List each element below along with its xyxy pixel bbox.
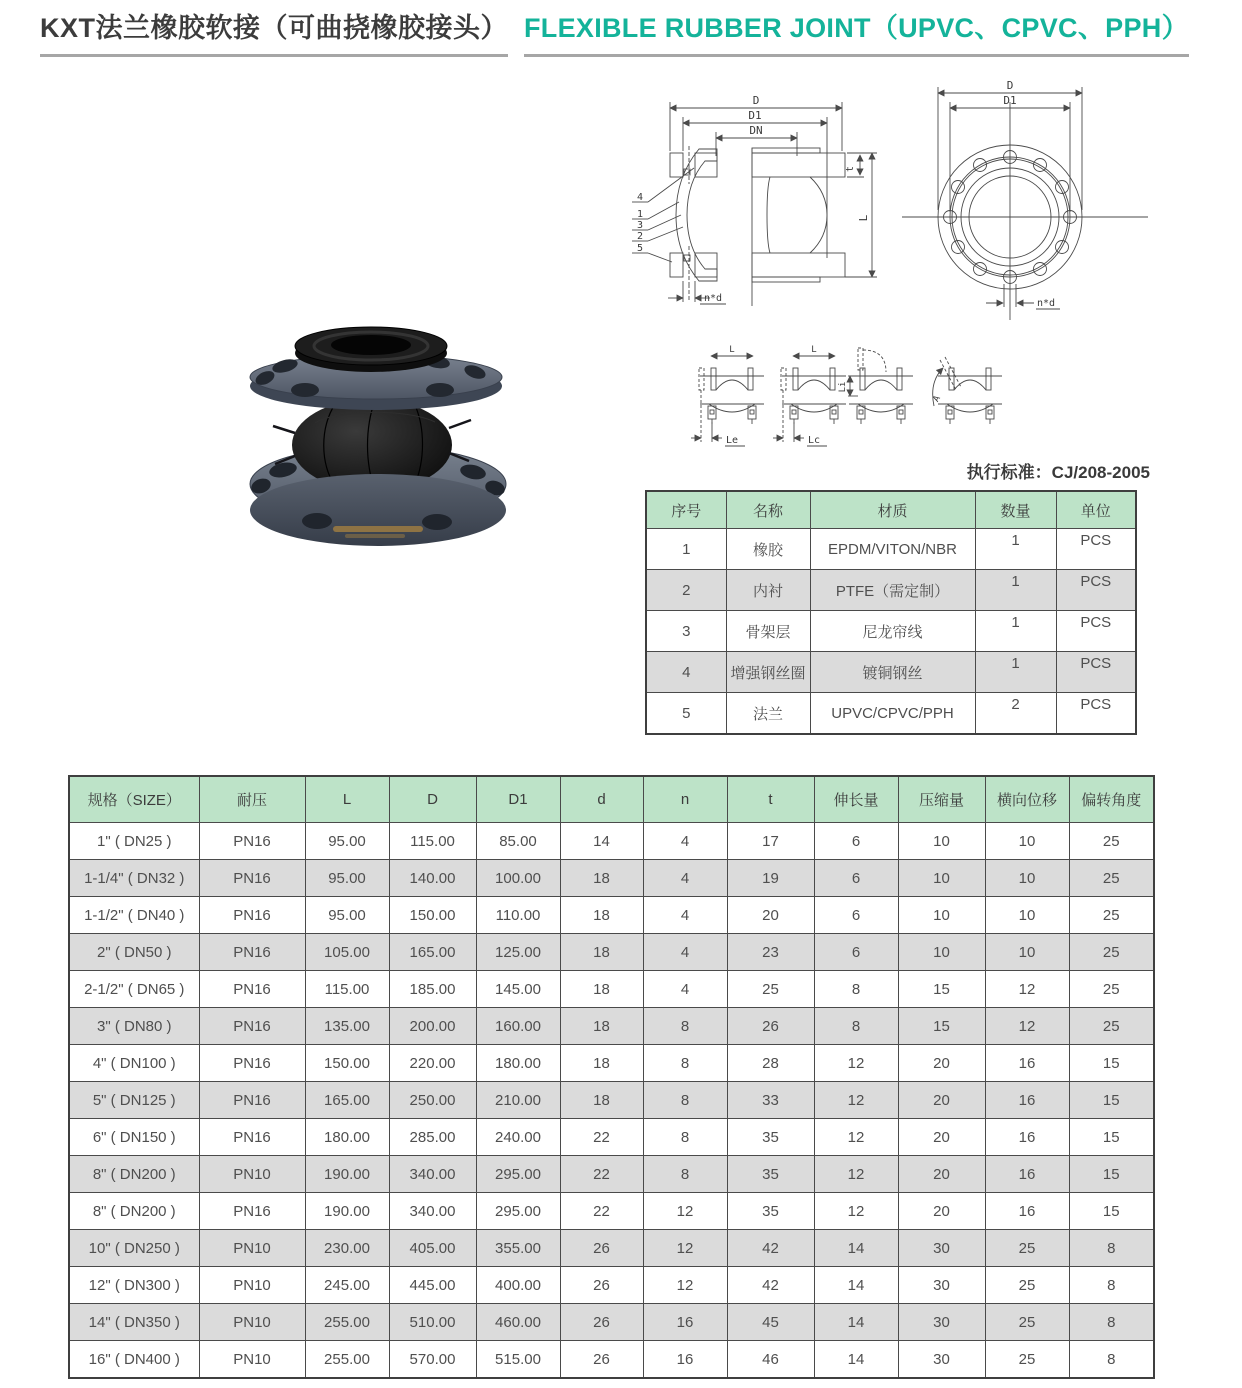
table-row <box>646 652 1136 693</box>
part-callout-1: 1 <box>636 209 644 220</box>
table-cell: 25 <box>985 1230 1069 1267</box>
table-cell: 18 <box>560 934 643 971</box>
table-cell: 8 <box>1069 1341 1154 1379</box>
table-cell: 2" ( DN50 ) <box>69 934 199 971</box>
table-cell: 1" ( DN25 ) <box>69 823 199 860</box>
table-row <box>69 897 1154 934</box>
table-cell: PCS <box>1056 611 1136 652</box>
table-cell: 12 <box>985 1008 1069 1045</box>
table-cell: 10 <box>898 897 985 934</box>
table-cell: 2-1/2" ( DN65 ) <box>69 971 199 1008</box>
table-cell: 35 <box>727 1119 814 1156</box>
table-row <box>69 1082 1154 1119</box>
table-cell: 18 <box>560 860 643 897</box>
table-cell: 1 <box>975 529 1056 570</box>
table-cell: 20 <box>898 1119 985 1156</box>
table-cell: 3" ( DN80 ) <box>69 1008 199 1045</box>
table-cell: 25 <box>1069 934 1154 971</box>
dim-label-l: L <box>811 345 817 355</box>
part-callout-3: 3 <box>636 220 644 231</box>
table-row <box>69 1008 1154 1045</box>
table-cell: PN16 <box>199 860 305 897</box>
table-cell: 15 <box>1069 1119 1154 1156</box>
table-cell: 250.00 <box>389 1082 476 1119</box>
table-cell: 15 <box>1069 1193 1154 1230</box>
table-cell: 16 <box>643 1341 727 1379</box>
table-cell: 4 <box>643 934 727 971</box>
table-cell: 26 <box>560 1304 643 1341</box>
dim-label-le: Le <box>726 435 739 446</box>
table-cell: 12 <box>814 1193 898 1230</box>
table-cell: 12 <box>814 1119 898 1156</box>
table-row <box>646 693 1136 735</box>
table-cell: PN16 <box>199 934 305 971</box>
parts-table-header <box>646 491 1136 529</box>
table-row <box>69 860 1154 897</box>
table-cell: 14 <box>814 1267 898 1304</box>
table-cell: 12 <box>985 971 1069 1008</box>
table-cell: 25 <box>1069 897 1154 934</box>
table-cell: PN16 <box>199 1045 305 1082</box>
table-cell: 内衬 <box>726 570 810 611</box>
table-cell: 160.00 <box>476 1008 560 1045</box>
table-cell: 26 <box>560 1230 643 1267</box>
table-cell: 135.00 <box>305 1008 389 1045</box>
column-header: d <box>560 776 643 823</box>
table-cell: 12 <box>814 1156 898 1193</box>
table-cell: 25 <box>1069 823 1154 860</box>
table-cell: 25 <box>1069 1008 1154 1045</box>
table-cell: 35 <box>727 1193 814 1230</box>
table-cell: 18 <box>560 971 643 1008</box>
table-cell: 16 <box>985 1082 1069 1119</box>
column-header: 序号 <box>646 491 726 529</box>
table-cell: 8 <box>643 1045 727 1082</box>
spec-table-body <box>69 823 1154 1379</box>
table-cell: 4 <box>646 652 726 693</box>
page-title-english: FLEXIBLE RUBBER JOINT（UPVC、CPVC、PPH） <box>524 6 1189 57</box>
table-cell: 23 <box>727 934 814 971</box>
table-cell: 18 <box>560 1008 643 1045</box>
column-header: D <box>389 776 476 823</box>
column-header: 压缩量 <box>898 776 985 823</box>
table-cell: 18 <box>560 897 643 934</box>
table-cell: 6 <box>814 823 898 860</box>
table-cell: PN10 <box>199 1304 305 1341</box>
table-cell: 26 <box>560 1267 643 1304</box>
table-cell: 25 <box>985 1341 1069 1379</box>
movement-diagrams <box>690 330 1030 460</box>
dim-label-d: D <box>752 94 760 107</box>
table-cell: 15 <box>1069 1082 1154 1119</box>
table-cell: 45 <box>727 1304 814 1341</box>
table-cell: 8 <box>643 1119 727 1156</box>
table-cell: 165.00 <box>389 934 476 971</box>
dim-label-li: Li <box>838 381 848 393</box>
table-cell: 30 <box>898 1304 985 1341</box>
table-row <box>69 971 1154 1008</box>
table-cell: 5 <box>646 693 726 735</box>
table-cell: 95.00 <box>305 897 389 934</box>
table-cell: 285.00 <box>389 1119 476 1156</box>
dim-label-l: L <box>857 214 870 222</box>
table-cell: 15 <box>898 1008 985 1045</box>
table-cell: 8 <box>643 1082 727 1119</box>
table-cell: 18 <box>560 1082 643 1119</box>
table-cell: 12 <box>814 1045 898 1082</box>
table-cell: 10 <box>985 823 1069 860</box>
table-cell: UPVC/CPVC/PPH <box>810 693 975 735</box>
table-row <box>69 934 1154 971</box>
table-cell: 20 <box>898 1156 985 1193</box>
table-cell: 245.00 <box>305 1267 389 1304</box>
table-cell: 22 <box>560 1193 643 1230</box>
table-cell: 12 <box>643 1193 727 1230</box>
table-cell: 4 <box>643 897 727 934</box>
table-cell: 18 <box>560 1045 643 1082</box>
table-cell: 10" ( DN250 ) <box>69 1230 199 1267</box>
table-cell: 12 <box>643 1267 727 1304</box>
table-cell: 445.00 <box>389 1267 476 1304</box>
table-row <box>69 1341 1154 1379</box>
table-cell: PN16 <box>199 897 305 934</box>
table-cell: 20 <box>898 1045 985 1082</box>
part-callout-2: 2 <box>636 231 644 242</box>
table-cell: 125.00 <box>476 934 560 971</box>
table-cell: 6 <box>814 934 898 971</box>
table-cell: 10 <box>985 860 1069 897</box>
table-cell: PN10 <box>199 1156 305 1193</box>
table-cell: PN16 <box>199 1193 305 1230</box>
table-cell: 16 <box>985 1045 1069 1082</box>
table-cell: 255.00 <box>305 1304 389 1341</box>
table-cell: 10 <box>898 823 985 860</box>
table-cell: 8 <box>1069 1304 1154 1341</box>
table-cell: 14 <box>814 1341 898 1379</box>
table-cell: 22 <box>560 1119 643 1156</box>
table-cell: EPDM/VITON/NBR <box>810 529 975 570</box>
table-cell: 橡胶 <box>726 529 810 570</box>
table-cell: 16 <box>985 1156 1069 1193</box>
table-cell: 570.00 <box>389 1341 476 1379</box>
table-cell: 8 <box>1069 1267 1154 1304</box>
header-row <box>646 491 1136 529</box>
table-cell: 15 <box>1069 1045 1154 1082</box>
table-cell: 30 <box>898 1267 985 1304</box>
table-cell: 100.00 <box>476 860 560 897</box>
table-cell: 12 <box>814 1082 898 1119</box>
table-cell: PN16 <box>199 971 305 1008</box>
table-cell: PN16 <box>199 1119 305 1156</box>
table-cell: 210.00 <box>476 1082 560 1119</box>
table-cell: 515.00 <box>476 1341 560 1379</box>
table-cell: 1-1/4" ( DN32 ) <box>69 860 199 897</box>
table-cell: PN10 <box>199 1230 305 1267</box>
column-header: t <box>727 776 814 823</box>
table-cell: 115.00 <box>305 971 389 1008</box>
column-header: 偏转角度 <box>1069 776 1154 823</box>
column-header: 名称 <box>726 491 810 529</box>
table-cell: 19 <box>727 860 814 897</box>
table-cell: PCS <box>1056 570 1136 611</box>
spec-table-header <box>69 776 1154 823</box>
table-cell: 6 <box>814 897 898 934</box>
table-row <box>646 570 1136 611</box>
table-cell: 46 <box>727 1341 814 1379</box>
table-cell: 10 <box>985 934 1069 971</box>
column-header: 规格（SIZE） <box>69 776 199 823</box>
dim-label-d1: D1 <box>748 109 762 122</box>
table-cell: 增强钢丝圈 <box>726 652 810 693</box>
table-cell: 105.00 <box>305 934 389 971</box>
table-cell: 8 <box>643 1156 727 1193</box>
table-row <box>69 1156 1154 1193</box>
table-cell: 3 <box>646 611 726 652</box>
table-cell: 6 <box>814 860 898 897</box>
table-cell: 1 <box>975 611 1056 652</box>
table-cell: 180.00 <box>476 1045 560 1082</box>
table-cell: 12 <box>643 1230 727 1267</box>
table-cell: 85.00 <box>476 823 560 860</box>
table-cell: 15 <box>898 971 985 1008</box>
spec-table <box>68 775 1155 1379</box>
table-cell: 12" ( DN300 ) <box>69 1267 199 1304</box>
table-cell: 15 <box>1069 1156 1154 1193</box>
table-cell: 295.00 <box>476 1193 560 1230</box>
table-row <box>69 1119 1154 1156</box>
column-header: L <box>305 776 389 823</box>
table-cell: 355.00 <box>476 1230 560 1267</box>
table-cell: 25 <box>985 1304 1069 1341</box>
table-cell: 35 <box>727 1156 814 1193</box>
table-cell: 2 <box>646 570 726 611</box>
column-header: 材质 <box>810 491 975 529</box>
part-callout-5: 5 <box>636 243 644 254</box>
table-cell: 240.00 <box>476 1119 560 1156</box>
table-cell: 10 <box>898 860 985 897</box>
table-cell: PN16 <box>199 823 305 860</box>
column-header: 伸长量 <box>814 776 898 823</box>
table-cell: 340.00 <box>389 1156 476 1193</box>
table-cell: 6" ( DN150 ) <box>69 1119 199 1156</box>
table-row <box>69 1267 1154 1304</box>
dim-label-l: L <box>729 345 735 355</box>
table-cell: 14 <box>814 1230 898 1267</box>
table-row <box>69 1045 1154 1082</box>
table-row <box>69 1193 1154 1230</box>
table-cell: 16 <box>985 1193 1069 1230</box>
standard-note: 执行标准：CJ/208-2005 <box>966 463 1150 482</box>
table-cell: 20 <box>727 897 814 934</box>
dim-label-dn: DN <box>749 124 763 137</box>
table-cell: 26 <box>560 1341 643 1379</box>
table-cell: 95.00 <box>305 823 389 860</box>
table-cell: 42 <box>727 1267 814 1304</box>
table-cell: PCS <box>1056 693 1136 735</box>
table-cell: 185.00 <box>389 971 476 1008</box>
table-row <box>69 1230 1154 1267</box>
page-header <box>40 6 1189 57</box>
dim-label-d1: D1 <box>1003 94 1017 107</box>
table-cell: 16" ( DN400 ) <box>69 1341 199 1379</box>
table-row <box>69 823 1154 860</box>
table-cell: 340.00 <box>389 1193 476 1230</box>
dim-label-lc: Lc <box>808 435 821 446</box>
table-cell: 33 <box>727 1082 814 1119</box>
table-cell: 8" ( DN200 ) <box>69 1193 199 1230</box>
table-cell: 法兰 <box>726 693 810 735</box>
table-cell: 30 <box>898 1341 985 1379</box>
column-header: 横向位移 <box>985 776 1069 823</box>
table-cell: 8 <box>643 1008 727 1045</box>
table-row <box>646 611 1136 652</box>
table-cell: 165.00 <box>305 1082 389 1119</box>
page-title-chinese: KXT法兰橡胶软接（可曲挠橡胶接头） <box>40 6 508 57</box>
table-cell: 200.00 <box>389 1008 476 1045</box>
table-cell: 尼龙帘线 <box>810 611 975 652</box>
table-cell: 42 <box>727 1230 814 1267</box>
table-cell: 8" ( DN200 ) <box>69 1156 199 1193</box>
cross-section-drawing <box>620 72 930 322</box>
table-cell: 180.00 <box>305 1119 389 1156</box>
table-cell: 400.00 <box>476 1267 560 1304</box>
parts-table-body <box>646 529 1136 735</box>
column-header: 单位 <box>1056 491 1136 529</box>
table-cell: 510.00 <box>389 1304 476 1341</box>
table-cell: 8 <box>1069 1230 1154 1267</box>
dim-label-a: A <box>931 394 943 404</box>
table-cell: 255.00 <box>305 1341 389 1379</box>
table-cell: 2 <box>975 693 1056 735</box>
table-cell: 295.00 <box>476 1156 560 1193</box>
part-callout-4: 4 <box>636 192 644 203</box>
table-cell: 460.00 <box>476 1304 560 1341</box>
table-cell: 190.00 <box>305 1193 389 1230</box>
table-cell: 115.00 <box>389 823 476 860</box>
table-cell: 8 <box>814 1008 898 1045</box>
table-cell: 10 <box>985 897 1069 934</box>
table-cell: 8 <box>814 971 898 1008</box>
table-cell: PCS <box>1056 529 1136 570</box>
table-cell: 骨架层 <box>726 611 810 652</box>
table-cell: 30 <box>898 1230 985 1267</box>
table-cell: 230.00 <box>305 1230 389 1267</box>
table-cell: 1 <box>975 652 1056 693</box>
table-cell: PN16 <box>199 1008 305 1045</box>
table-cell: 17 <box>727 823 814 860</box>
table-cell: 25 <box>1069 860 1154 897</box>
table-cell: 1 <box>646 529 726 570</box>
table-cell: 22 <box>560 1156 643 1193</box>
table-cell: 4" ( DN100 ) <box>69 1045 199 1082</box>
table-cell: 镀铜钢丝 <box>810 652 975 693</box>
table-cell: 190.00 <box>305 1156 389 1193</box>
table-cell: 10 <box>898 934 985 971</box>
dim-label-nd: n*d <box>703 293 723 304</box>
table-cell: 4 <box>643 823 727 860</box>
front-view-drawing <box>900 72 1150 322</box>
table-cell: 25 <box>985 1267 1069 1304</box>
table-row <box>69 1304 1154 1341</box>
column-header: 耐压 <box>199 776 305 823</box>
table-cell: PN10 <box>199 1267 305 1304</box>
table-cell: PN10 <box>199 1341 305 1379</box>
table-cell: 220.00 <box>389 1045 476 1082</box>
table-cell: 14 <box>560 823 643 860</box>
table-cell: 16 <box>985 1119 1069 1156</box>
table-cell: 25 <box>1069 971 1154 1008</box>
table-cell: 145.00 <box>476 971 560 1008</box>
table-cell: PTFE（需定制） <box>810 570 975 611</box>
table-cell: 405.00 <box>389 1230 476 1267</box>
table-cell: 14 <box>814 1304 898 1341</box>
table-cell: 14" ( DN350 ) <box>69 1304 199 1341</box>
dim-label-d: D <box>1006 79 1014 92</box>
table-cell: 1 <box>975 570 1056 611</box>
header-row <box>69 776 1154 823</box>
table-cell: 20 <box>898 1193 985 1230</box>
table-row <box>646 529 1136 570</box>
table-cell: 28 <box>727 1045 814 1082</box>
column-header: D1 <box>476 776 560 823</box>
table-cell: PN16 <box>199 1082 305 1119</box>
table-cell: 150.00 <box>305 1045 389 1082</box>
column-header: n <box>643 776 727 823</box>
table-cell: 95.00 <box>305 860 389 897</box>
table-cell: 4 <box>643 860 727 897</box>
table-cell: 4 <box>643 971 727 1008</box>
table-cell: 150.00 <box>389 897 476 934</box>
column-header: 数量 <box>975 491 1056 529</box>
product-photo <box>225 298 540 563</box>
table-cell: 110.00 <box>476 897 560 934</box>
table-cell: 25 <box>727 971 814 1008</box>
dim-label-t: t <box>845 165 856 173</box>
table-cell: 140.00 <box>389 860 476 897</box>
table-cell: 16 <box>643 1304 727 1341</box>
brand-marking <box>333 526 423 532</box>
parts-table <box>645 490 1137 735</box>
table-cell: 20 <box>898 1082 985 1119</box>
dim-label-nd: n*d <box>1037 298 1056 309</box>
table-cell: 1-1/2" ( DN40 ) <box>69 897 199 934</box>
table-cell: 5" ( DN125 ) <box>69 1082 199 1119</box>
table-cell: PCS <box>1056 652 1136 693</box>
table-cell: 26 <box>727 1008 814 1045</box>
